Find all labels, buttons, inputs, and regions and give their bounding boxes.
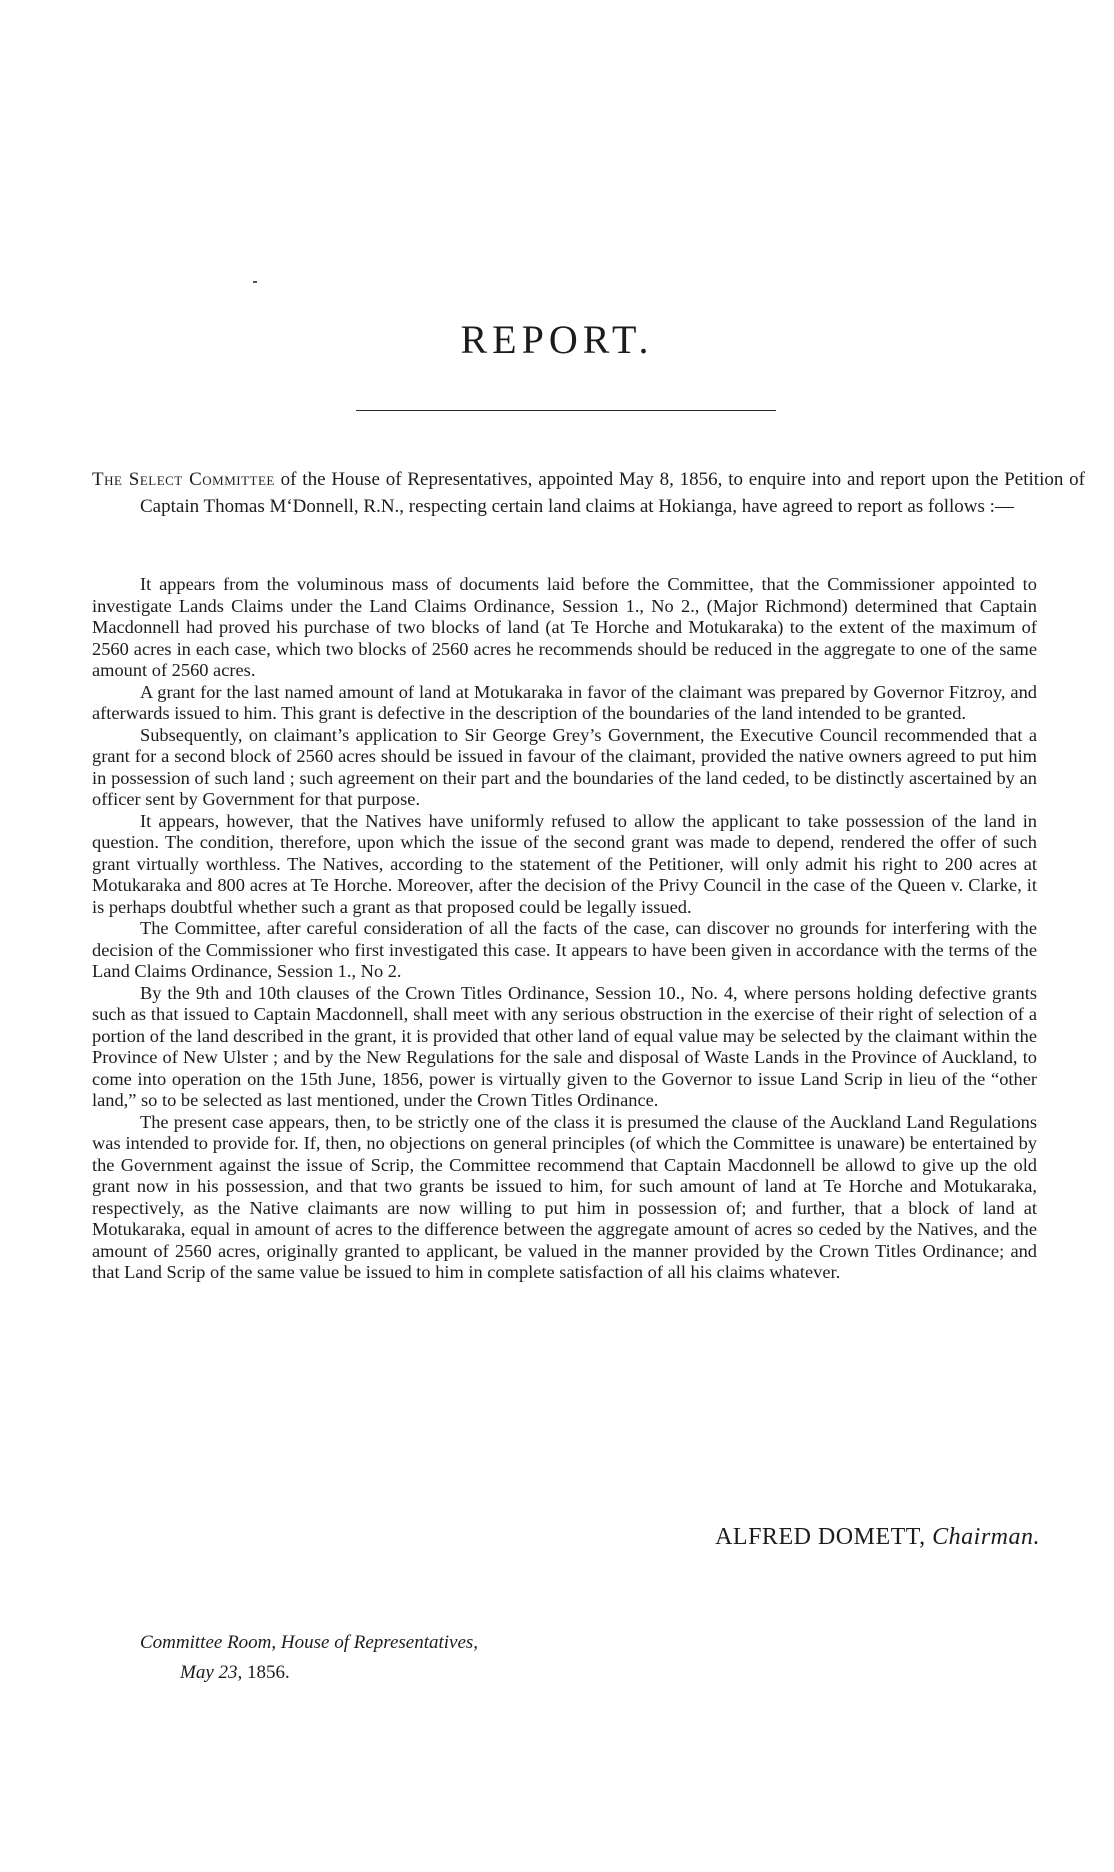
intro-lead-words: The Select Committee — [92, 469, 275, 490]
title-divider — [356, 410, 776, 411]
paragraph-executive-council: Subsequently, on claimant’s application to Sir George Grey’s Government, the Executive Council recommended that a grant for a second block of 2560 acres should be issued in favour of the claimant, provided the native owners agreed to put him in possession of such land ; such agreement on their part and the boundaries of the land ceded, to be distinctly ascertained by an officer sent by Government for that purpose. — [92, 724, 1037, 809]
date-line — [140, 1658, 478, 1688]
print-speck — [253, 281, 257, 283]
paragraph-committee-consideration: The Committee, after careful consideration of all the facts of the case, can discover no grounds for interfering with the decision of the Commissioner who first investigated this case. It appears to have been given in accordance with the terms of the Land Claims Ordinance, Session 1., No 2. — [92, 918, 1037, 981]
paragraph-findings: It appears from the voluminous mass of documents laid before the Committee, that the Commissioner appointed to investigate Lands Claims under the Land Claims Ordinance, Session 1., No 2., (Major Richmond) determined that Captain Macdonnell had proved his purchase of two blocks of land (at Te Horche and Motukaraka) to the extent of the maximum of 2560 acres in each case, which two blocks of 2560 acres he recommends should be reduced in the aggregate to one of the same amount of 2560 acres. — [92, 574, 1037, 680]
date-month-day: May 23, — [180, 1662, 243, 1683]
place-and-date — [140, 1628, 478, 1688]
place-line: Committee Room, House of Representatives, — [140, 1632, 479, 1653]
signature — [715, 1524, 1040, 1551]
date-year: 1856. — [247, 1662, 290, 1683]
intro-paragraph — [92, 466, 1085, 520]
report-title: REPORT. — [460, 317, 654, 362]
signature-role: Chairman. — [932, 1524, 1040, 1550]
paragraph-recommendation: The present case appears, then, to be strictly one of the class it is presumed the clause of the Auckland Land Regulations was intended to provide for. If, then, no objections on general principles (of which the Committee is unaware) be entertained by the Government against the issue of Scrip, the Committee recommend that Captain Macdonnell be allowd to give up the old grant now in his possession, and that two grants be issued to him, for such amount of land at Te Horche and Motukaraka, respectively, as the Native claimants are now willing to put him in possession of; and further, that a block of land at Motukaraka, equal in amount of acres to the difference between the aggregate amount of acres so ceded by the Natives, and the amount of 2560 acres, originally granted to applicant, be valued in the manner provided by the Crown Titles Ordinance; and that Land Scrip of the same value be issued to him in complete satisfaction of all his claims whatever. — [92, 1111, 1037, 1282]
intro-text: of the House of Representatives, appointed May 8, 1856, to enquire into and report upon the Petition of Captain Thomas M‘Donnell, R.N., respecting certain land claims at Hokianga, have agreed to report as follows :— — [140, 469, 1085, 517]
paragraph-grant: A grant for the last named amount of land at Motukaraka in favor of the claimant was prepared by Governor Fitzroy, and afterwards issued to him. This grant is defective in the description of the boundaries of the land intended to be granted. — [92, 681, 1037, 723]
report-body — [92, 574, 1037, 1284]
signature-name: ALFRED DOMETT, — [715, 1524, 926, 1550]
paragraph-crown-titles: By the 9th and 10th clauses of the Crown Titles Ordinance, Session 10., No. 4, where persons holding defective grants such as that issued to Captain Macdonnell, shall meet with any serious obstruction in the exercise of their right of selection of a portion of the land described in the grant, it is provided that other land of equal value may be selected by the claimant within the Province of New Ulster ; and by the New Regulations for the sale and disposal of Waste Lands in the Province of Auckland, to come into operation on the 15th June, 1856, power is virtually given to the Governor to issue Land Scrip in lieu of the “other land,” so to be selected as last mentioned, under the Crown Titles Ordinance. — [92, 982, 1037, 1110]
paragraph-natives-refusal: It appears, however, that the Natives have uniformly refused to allow the applicant to take possession of the land in question. The condition, therefore, upon which the issue of the second grant was made to depend, rendered the offer of such grant virtually worthless. The Natives, according to the statement of the Petitioner, will only admit his right to 200 acres at Motukaraka and 800 acres at Te Horche. Moreover, after the decision of the Privy Council in the case of the Queen v. Clarke, it is perhaps doubtful whether such a grant as that proposed could be legally issued. — [92, 810, 1037, 917]
